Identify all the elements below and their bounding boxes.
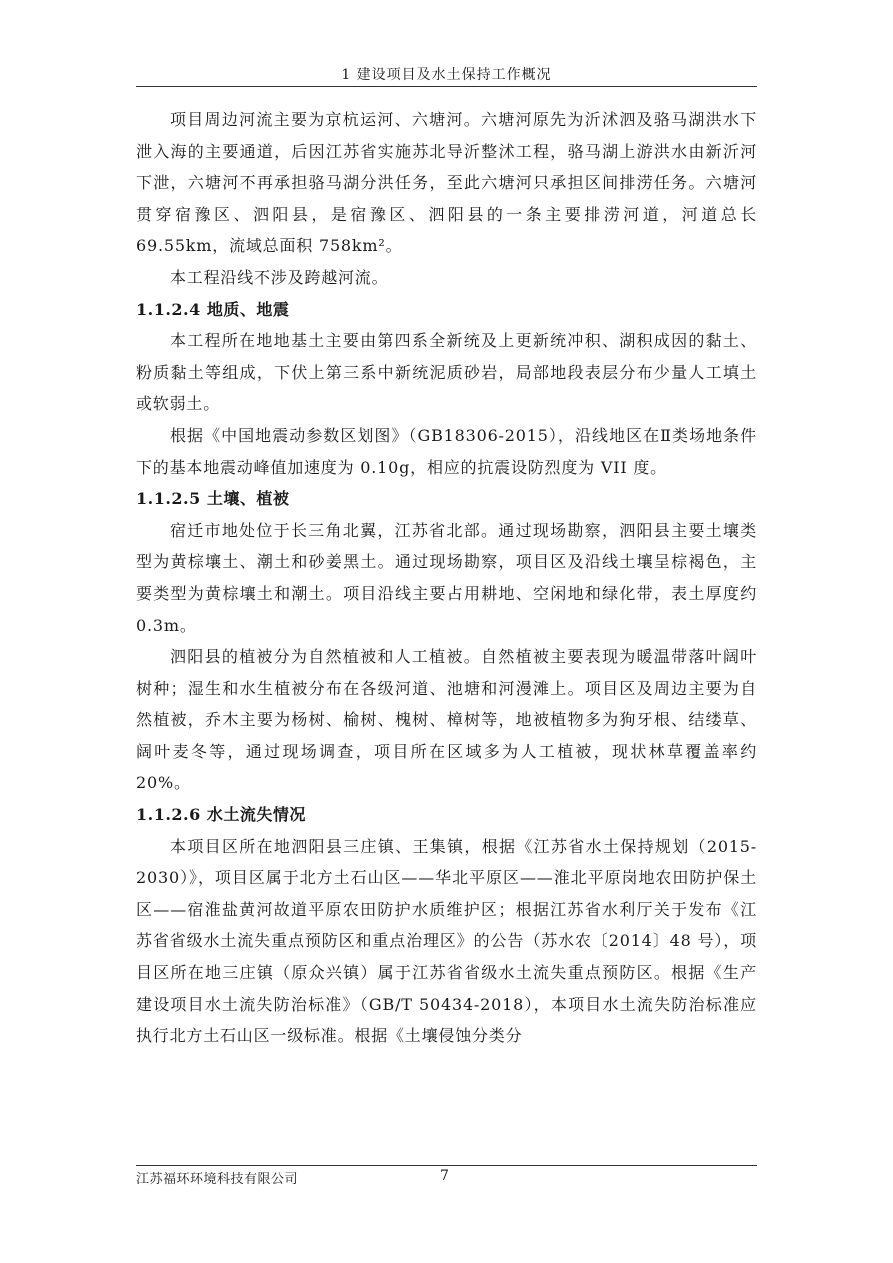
paragraph-no-river-crossing: 本工程沿线不涉及跨越河流。	[170, 267, 389, 287]
section-heading-geology: 1.1.2.4 地质、地震	[136, 299, 290, 319]
paragraph-soil-erosion: 本项目区所在地泗阳县三庄镇、王集镇，根据《江苏省水土保持规划（2015-2030）》，项目区属于北方土石山区——华北平原区——淮北平原岗地农田防护保土区——宿淮盐黄河故道平原农田防护水质维护区；根据江苏省水利厅关于发布《江苏省省级水土流失重点预防区和重点治理区》的公告（苏水农〔2014〕48 号），项目区所在地三庄镇（原众兴镇）属于江苏省省级水土流失重点预防区。根据《生产建设项目水土流失防治标准》（GB/T 50434-2018），本项目水土流失防治标准应执行北方土石山区一级标准。根据《土壤侵蚀分类分	[136, 836, 757, 1046]
page-header-title: 1 建设项目及水土保持工作概况	[341, 67, 552, 83]
document-body	[136, 104, 757, 1052]
section-heading-soil-erosion: 1.1.2.6 水土流失情况	[136, 805, 306, 825]
paragraph-vegetation: 泗阳县的植被分为自然植被和人工植被。自然植被主要表现为暖温带落叶阔叶树种；湿生和水生植被分布在各级河道、池塘和河漫滩上。项目区及周边主要为自然植被，乔木主要为杨树、榆树、槐树、樟树等，地被植物多为狗牙根、结缕草、阔叶麦冬等，通过现场调查，项目所在区域多为人工植被，现状林草覆盖率约 20%。	[136, 647, 757, 793]
footer-company-name: 江苏福环环境科技有限公司	[136, 1172, 299, 1187]
paragraph-seismic: 根据《中国地震动参数区划图》（GB18306-2015），沿线地区在Ⅱ类场地条件下的基本地震动峰值加速度为 0.10g，相应的抗震设防烈度为 VII 度。	[136, 425, 757, 477]
paragraph-geology: 本工程所在地地基土主要由第四系全新统及上更新统冲积、湖积成因的黏土、粉质黏土等组成，下伏上第三系中新统泥质砂岩，局部地段表层分布少量人工填土或软弱土。	[136, 331, 757, 414]
footer-divider	[136, 1165, 757, 1166]
page-number: 7	[440, 1168, 449, 1184]
section-heading-soil-vegetation: 1.1.2.5 土壤、植被	[136, 489, 290, 509]
header-divider	[136, 86, 757, 87]
paragraph-rivers: 项目周边河流主要为京杭运河、六塘河。六塘河原先为沂沭泗及骆马湖洪水下泄入海的主要通道，后因江苏省实施苏北导沂整沭工程，骆马湖上游洪水由新沂河下泄，六塘河不再承担骆马湖分洪任务，至此六塘河只承担区间排涝任务。六塘河贯穿宿豫区、泗阳县，是宿豫区、泗阳县的一条主要排涝河道，河道总长69.55km，流域总面积 758km²。	[136, 110, 757, 256]
paragraph-soil: 宿迁市地处位于长三角北翼，江苏省北部。通过现场勘察，泗阳县主要土壤类型为黄棕壤土、潮土和砂姜黑土。通过现场勘察，项目区及沿线土壤呈棕褐色，主要类型为黄棕壤土和潮土。项目沿线主要占用耕地、空闲地和绿化带，表土厚度约 0.3m。	[136, 520, 757, 635]
